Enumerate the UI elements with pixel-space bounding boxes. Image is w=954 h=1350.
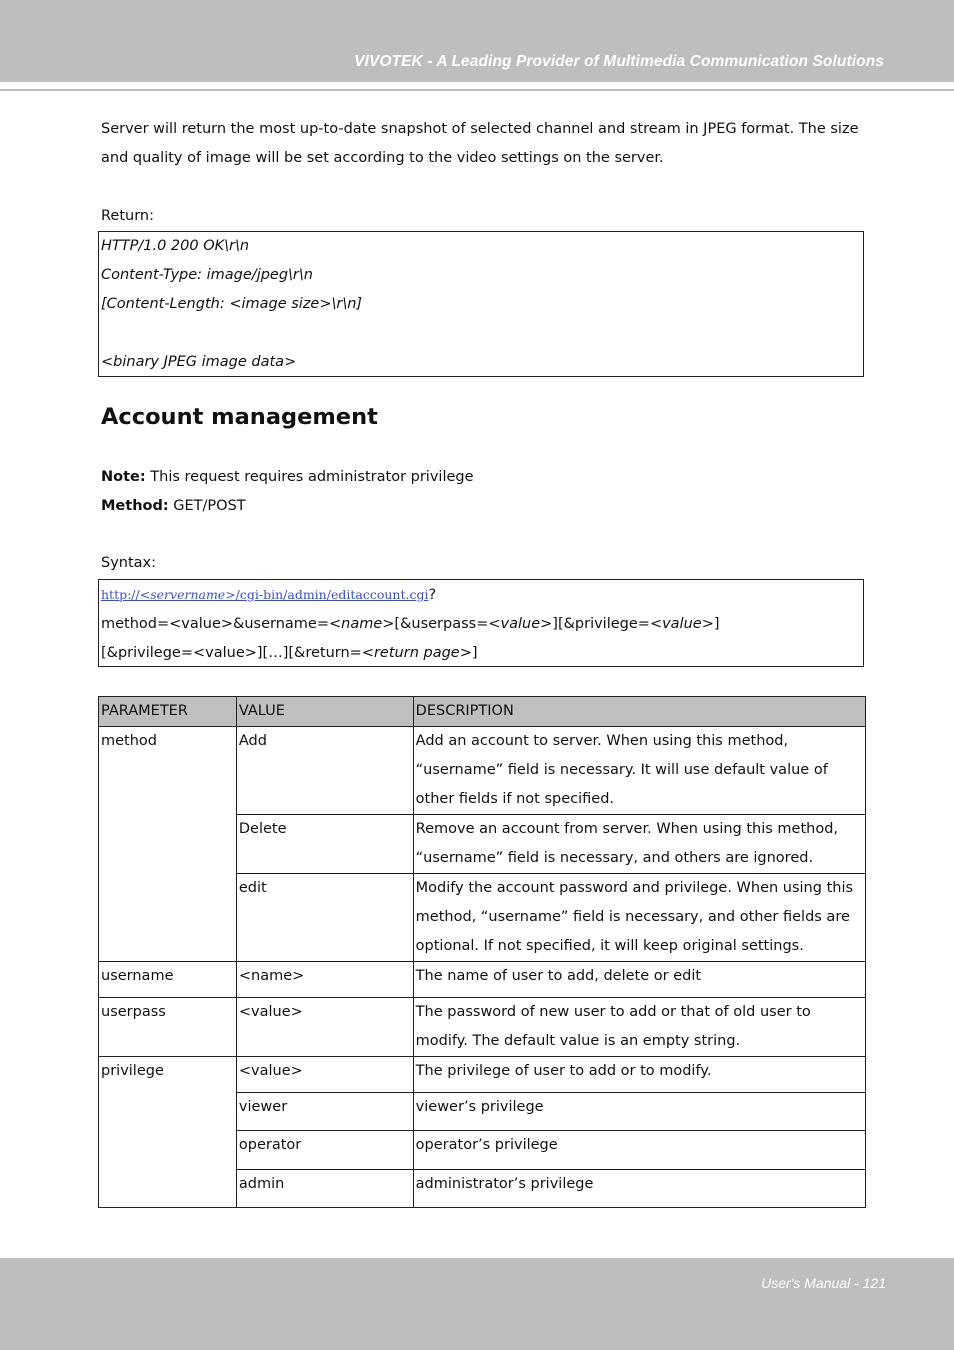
return-line-3: [Content-Length: <image size>\r\n] xyxy=(101,296,363,312)
note-line xyxy=(101,463,865,492)
value-cell: edit xyxy=(236,874,413,962)
syntax-box xyxy=(98,579,864,667)
header-value: VALUE xyxy=(236,697,413,727)
syntax-l2-a: method=<value>&username=< xyxy=(101,616,342,632)
url-servername: servername xyxy=(150,587,226,602)
syntax-l2-value2: value xyxy=(662,616,702,632)
syntax-l3-return: return page xyxy=(373,645,460,661)
syntax-url-link[interactable] xyxy=(101,587,428,602)
syntax-l2-name: name xyxy=(341,616,383,632)
return-label: Return: xyxy=(101,208,155,224)
table-row xyxy=(99,1057,866,1093)
syntax-label: Syntax: xyxy=(101,555,157,571)
method-label: Method: xyxy=(101,498,169,514)
value-cell: operator xyxy=(236,1131,413,1170)
desc-cell: administrator’s privilege xyxy=(413,1170,865,1208)
param-cell: username xyxy=(99,962,237,998)
syntax-l3-a: [&privilege=<value>][…][&return=< xyxy=(101,645,374,661)
syntax-l2-c: >][&privilege=< xyxy=(540,616,663,632)
value-cell: <value> xyxy=(236,998,413,1057)
value-cell: <name> xyxy=(236,962,413,998)
desc-cell: The name of user to add, delete or edit xyxy=(413,962,865,998)
page-footer xyxy=(0,1258,954,1350)
desc-cell: Add an account to server. When using this method, “username” field is necessary. It will use default value of other fields if not specified. xyxy=(413,727,865,815)
desc-cell: Remove an account from server. When using this method, “username” field is necessary, and others are ignored. xyxy=(413,815,865,874)
syntax-l2-d: >] xyxy=(701,616,720,632)
desc-cell: viewer’s privilege xyxy=(413,1093,865,1131)
table-row xyxy=(99,727,866,815)
header-description: DESCRIPTION xyxy=(413,697,865,727)
method-text: GET/POST xyxy=(168,498,246,514)
note-text: This request requires administrator privilege xyxy=(145,469,474,485)
value-cell: admin xyxy=(236,1170,413,1208)
note-label: Note: xyxy=(101,469,146,485)
section-heading: Account management xyxy=(101,404,378,430)
return-line-5: <binary JPEG image data> xyxy=(101,354,297,370)
intro-text: Server will return the most up-to-date snapshot of selected channel and stream in JPEG format. The size and quality of image will be set according to the video settings on the server. xyxy=(101,121,859,166)
table-row xyxy=(99,998,866,1057)
return-line-2: Content-Type: image/jpeg\r\n xyxy=(101,267,313,283)
intro-paragraph xyxy=(101,115,865,173)
syntax-l2-b: >[&userpass=< xyxy=(382,616,501,632)
page-header xyxy=(0,0,954,82)
return-code-box xyxy=(98,231,864,377)
value-cell: Add xyxy=(236,727,413,815)
syntax-line-2 xyxy=(99,610,863,639)
header-title: VIVOTEK - A Leading Provider of Multimedia Communication Solutions xyxy=(354,53,884,70)
footer-page-number: User's Manual - 121 xyxy=(761,1275,886,1291)
syntax-line-3 xyxy=(99,639,863,668)
table-row xyxy=(99,962,866,998)
value-cell: <value> xyxy=(236,1057,413,1093)
method-line xyxy=(101,492,865,521)
note-block xyxy=(101,463,865,521)
param-cell: privilege xyxy=(99,1057,237,1208)
return-label-block xyxy=(101,202,865,231)
value-cell: Delete xyxy=(236,815,413,874)
desc-cell: The password of new user to add or that of old user to modify. The default value is an empty string. xyxy=(413,998,865,1057)
value-cell: viewer xyxy=(236,1093,413,1131)
return-line-1: HTTP/1.0 200 OK\r\n xyxy=(101,238,250,254)
header-divider xyxy=(0,89,954,91)
table-header-row xyxy=(99,697,866,727)
desc-cell: Modify the account password and privilege. When using this method, “username” field is necessary, and other fields are optional. If not specified, it will keep original settings. xyxy=(413,874,865,962)
syntax-l3-b: >] xyxy=(459,645,478,661)
url-prefix: http://< xyxy=(101,587,151,602)
param-cell: method xyxy=(99,727,237,962)
parameter-table xyxy=(98,696,866,1208)
desc-cell: The privilege of user to add or to modify. xyxy=(413,1057,865,1093)
syntax-l2-value: value xyxy=(500,616,541,632)
syntax-label-block xyxy=(101,549,865,578)
header-parameter: PARAMETER xyxy=(99,697,237,727)
return-line-blank xyxy=(99,319,863,348)
syntax-line-1 xyxy=(99,580,863,610)
url-suffix: >/cgi-bin/admin/editaccount.cgi xyxy=(225,587,429,602)
desc-cell: operator’s privilege xyxy=(413,1131,865,1170)
syntax-question: ? xyxy=(428,587,437,603)
param-cell: userpass xyxy=(99,998,237,1057)
